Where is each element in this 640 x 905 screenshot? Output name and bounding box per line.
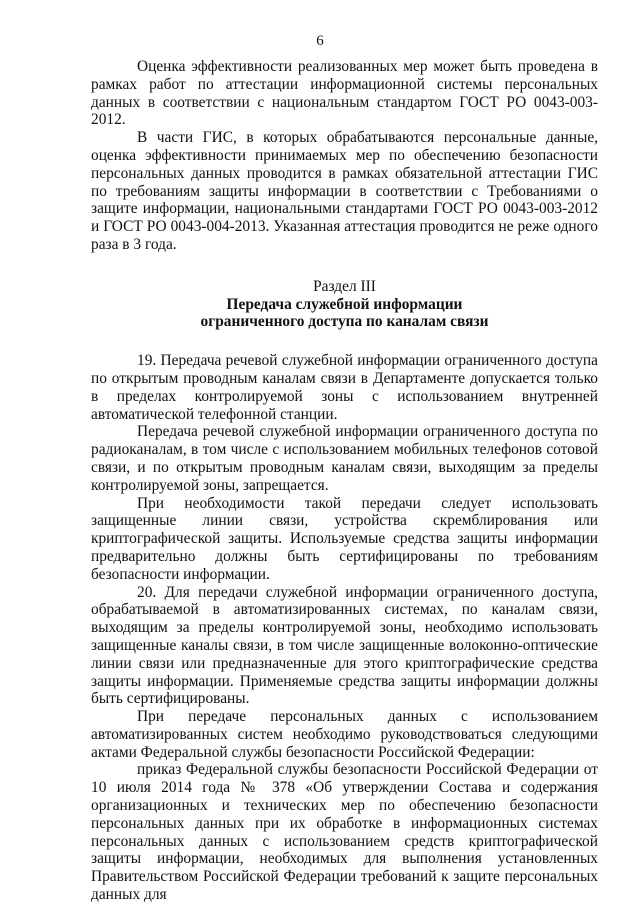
paragraph: приказ Федеральной службы безопасности Российской Федерации от 10 июля 2014 года № 378 «Об утверждении Состава и содержания организационных и технических мер по обеспечению безопасности персональных данных при их обработке в информационных системах персональных данных с использованием средств криптографической защиты информации, необходимых для выполнения установленных Правительством Российской Федерации требований к защите персональных данных для <box>91 761 598 904</box>
page-number: 6 <box>316 33 324 49</box>
paragraph: В части ГИС, в которых обрабатываются персональные данные, оценка эффективности принимаемых мер по обеспечению безопасности персональных данных проводится в рамках обязательной аттестации ГИС по требованиям защиты информации в соответствии с Требованиями о защите информации, национальными стандартами ГОСТ РО 0043-003-2012 и ГОСТ РО 0043-004-2013. Указанная аттестация проводится не реже одного раза в 3 года. <box>91 129 598 253</box>
paragraph: 20. Для передачи служебной информации ограниченного доступа, обрабатываемой в автоматизированных системах, по каналам связи, выходящим за пределы контролируемой зоны, необходимо использовать защищенные каналы связи, в том числе защищенные волоконно-оптические линии связи или предназначенные для этого криптографические средства защиты информации. Применяемые средства защиты информации должны быть сертифицированы. <box>91 583 598 708</box>
section-label: Раздел III <box>313 277 376 295</box>
section-title-line-2: ограниченного доступа по каналам связи <box>200 313 489 331</box>
paragraph: При необходимости такой передачи следует использовать защищенные линии связи, устройства скремблирования или криптографической защиты. Используемые средства защиты информации предварительно должны быть сертифицированы по требованиям безопасности информации. <box>91 494 598 583</box>
section-header <box>91 278 598 331</box>
paragraph: Передача речевой служебной информации ограниченного доступа по радиоканалам, в том числе с использованием мобильных телефонов сотовой связи, и по открытым проводным каналам связи, выходящим за пределы контролируемой зоны, запрещается. <box>91 423 598 494</box>
paragraph: При передаче персональных данных с использованием автоматизированных систем необходимо руководствоваться следующими актами Федеральной службы безопасности Российской Федерации: <box>91 708 598 761</box>
paragraph: 19. Передача речевой служебной информации ограниченного доступа по открытым проводным каналам связи в Департаменте допускается только в пределах контролируемой зоны с использованием внутренней автоматической телефонной станции. <box>91 352 598 423</box>
section-title-line-1: Передача служебной информации <box>226 295 463 313</box>
document-body <box>91 58 598 904</box>
paragraph: Оценка эффективности реализованных мер может быть проведена в рамках работ по аттестации информационной системы персональных данных в соответствии с национальным стандартом ГОСТ РО 0043-003-2012. <box>91 58 598 129</box>
